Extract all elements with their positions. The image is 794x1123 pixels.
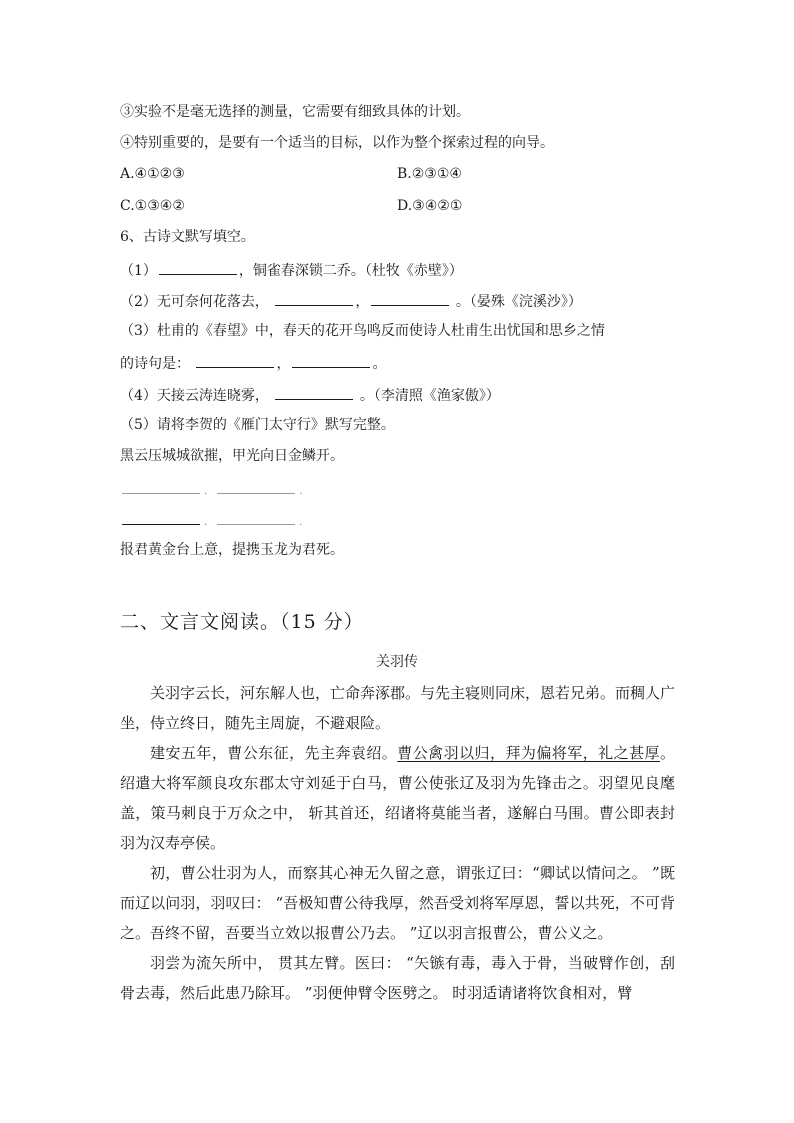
- fill-blank[interactable]: [217, 510, 295, 525]
- passage-paragraph-1: 关羽字云长，河东解人也，亡命奔涿郡。与先主寝则同床，恩若兄弟。而稠人广坐，侍立终日，随先主周旋，不避艰险。: [120, 684, 676, 732]
- q6-sub-2: [120, 291, 582, 311]
- fill-blank[interactable]: [275, 291, 353, 306]
- poem-line-4: 报君黄金台上意，提携玉龙为君死。: [120, 542, 344, 558]
- q6-sub-3-mid: ，: [276, 356, 291, 372]
- poem-line-1: 黑云压城城欲摧，甲光向日金鳞开。: [120, 448, 344, 464]
- fill-blank[interactable]: [371, 291, 449, 306]
- q6-sub-1: [120, 260, 463, 280]
- p2-before: 建安五年，曹公东征，先主奔袁绍。: [150, 744, 398, 762]
- separator-dot: .: [299, 517, 303, 528]
- item-3: ③实验不是毫无选择的测量，它需要有细致具体的计划。: [120, 104, 470, 120]
- option-a: A.④①②③: [120, 166, 185, 182]
- poem-blank-line-3: [120, 510, 310, 532]
- fill-blank[interactable]: [196, 353, 274, 368]
- q6-sub-5: （5）请将李贺的《雁门太守行》默写完整。: [120, 417, 395, 433]
- underlined-sentence: 曹公禽羽以归，拜为偏将军，礼之甚厚: [397, 744, 660, 762]
- q6-sub-1-text: ，铜雀春深锁二乔。（杜牧《赤壁》）: [238, 263, 463, 279]
- section-2-heading: 二、文言文阅读。（15 分）: [120, 611, 364, 633]
- q6-sub-3-lead: 的诗句是：: [120, 356, 190, 372]
- passage-paragraph-2: [120, 738, 675, 858]
- q6-sub-3-line-1: （3）杜甫的《春望》中，春天的花开鸟鸣反而使诗人杜甫生出忧国和思乡之情: [120, 323, 605, 339]
- option-c: C.①③④②: [120, 198, 185, 214]
- p2-after: 。绍遣大将军颜良攻东郡太守刘延于白马，曹公使张辽及羽为先锋击之。羽望见良麾盖，策马刺良于万众之中， 斩其首还，绍诸将莫能当者，遂解白马围。曹公即表封羽为汉寿亭侯。: [120, 744, 675, 852]
- fill-blank[interactable]: [217, 479, 295, 494]
- fill-blank[interactable]: [159, 260, 237, 275]
- fill-blank[interactable]: [122, 479, 200, 494]
- separator-dot: .: [299, 486, 303, 497]
- poem-blank-line-2: [120, 479, 310, 501]
- question-6-title: 6、古诗文默写填空。: [120, 229, 255, 245]
- fill-blank[interactable]: [275, 385, 353, 400]
- fill-blank[interactable]: [122, 510, 200, 525]
- separator-dot: .: [204, 486, 208, 497]
- q6-sub-4-tail: 。（李清照《渔家傲》）: [359, 388, 500, 404]
- option-d: D.③④②①: [397, 198, 463, 214]
- q6-sub-4-text: （4）天接云涛连晓雾，: [120, 388, 269, 404]
- q6-sub-2-num: （2）无可奈何花落去，: [120, 294, 269, 310]
- q6-sub-2-tail: 。（晏殊《浣溪沙》）: [455, 294, 582, 310]
- q6-sub-2-mid: ，: [355, 294, 370, 310]
- option-b: B.②③①④: [397, 166, 462, 182]
- item-4: ④特别重要的，是要有一个适当的目标，以作为整个探索过程的向导。: [120, 135, 554, 151]
- q6-sub-4: [120, 385, 500, 405]
- passage-paragraph-4: 羽尝为流矢所中， 贯其左臂。医曰： “矢镞有毒，毒入于骨，当破臂作创，刮骨去毒，然后此患乃除耳。 ”羽便伸臂令医劈之。 时羽适请诸将饮食相对，臂: [120, 954, 675, 1002]
- separator-dot: .: [204, 517, 208, 528]
- passage-paragraph-3: 初，曹公壮羽为人，而察其心神无久留之意，谓张辽曰：“卿试以情问之。 ”既而辽以问羽，羽叹曰： “吾极知曹公待我厚，然吾受刘将军厚恩，誓以共死，不可背之。吾终不留，吾要当立效以报曹公乃去。 ”辽以羽言报曹公，曹公义之。: [120, 864, 675, 942]
- q6-sub-3-line-2: [120, 353, 386, 373]
- passage-title: 关羽传: [376, 654, 418, 670]
- q6-sub-3-tail: 。: [372, 356, 387, 372]
- fill-blank[interactable]: [292, 353, 370, 368]
- q6-sub-1-num: （1）: [120, 263, 157, 279]
